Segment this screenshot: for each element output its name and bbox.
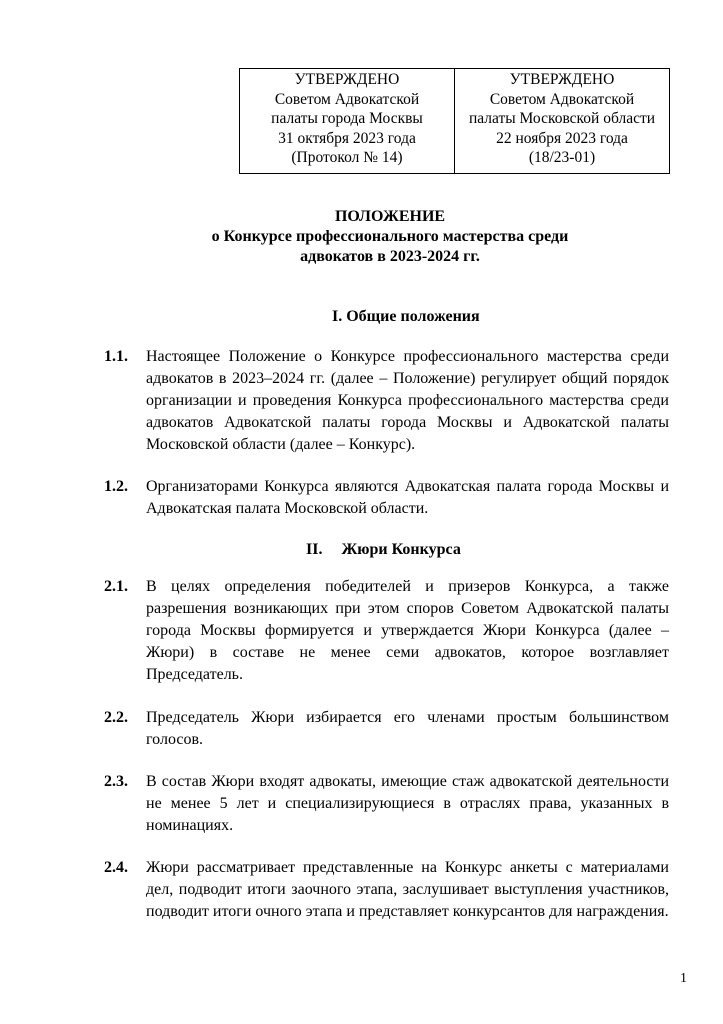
clause-1-1 bbox=[104, 346, 669, 456]
clause-number: 2.2. bbox=[104, 709, 128, 726]
clause-2-1 bbox=[104, 576, 669, 686]
page-number: 1 bbox=[680, 971, 687, 986]
clause-number: 2.3. bbox=[104, 773, 128, 790]
approval-line: (18/23-01) bbox=[528, 149, 596, 166]
clause-number: 1.1. bbox=[104, 348, 128, 365]
clause-2-4 bbox=[104, 857, 669, 923]
section-heading-jury bbox=[306, 540, 461, 560]
document-title-line: ПОЛОЖЕНИЕ bbox=[334, 208, 446, 225]
clause-2-2 bbox=[104, 707, 669, 751]
section-numeral: II. bbox=[306, 541, 323, 558]
approval-line: палаты Московской области bbox=[468, 110, 656, 127]
approval-line: Советом Адвокатской bbox=[274, 90, 420, 108]
document-title-line: о Конкурсе профессионального мастерства среди bbox=[211, 228, 569, 245]
section-title-text: Жюри Конкурса bbox=[341, 541, 461, 558]
approval-line: УТВЕРЖДЕНО bbox=[294, 71, 400, 88]
approval-cell-moscow bbox=[240, 69, 454, 173]
clause-number: 2.1. bbox=[104, 578, 128, 595]
approval-line: Советом Адвокатской bbox=[489, 90, 635, 108]
approval-line: 22 ноября 2023 года bbox=[496, 129, 628, 147]
approval-line: (Протокол № 14) bbox=[291, 149, 403, 166]
approval-line: УТВЕРЖДЕНО bbox=[509, 71, 615, 88]
clause-text: Председатель Жюри избирается его членами простым большинством голосов. bbox=[146, 709, 669, 748]
approval-cell-moscow-region bbox=[454, 69, 669, 173]
approval-stamp-table bbox=[239, 68, 670, 174]
approval-line: палаты города Москвы bbox=[271, 110, 423, 127]
clause-text: Жюри рассматривает представленные на Конкурс анкеты с материалами дел, подводит итоги заочного этапа, заслушивает выступления участников, подводит итоги очного этапа и представляет конкурсантов для награждения. bbox=[146, 859, 669, 920]
clause-text: В целях определения победителей и призеров Конкурса, а также разрешения возникающих при этом споров Советом Адвокатской палаты города Москвы формируется и утверждается Жюри Конкурса (далее – Жюри) в составе не менее семи адвокатов, которое возглавляет Председатель. bbox=[146, 578, 669, 683]
clause-number: 1.2. bbox=[104, 478, 128, 495]
section-heading-general: I. Общие положения bbox=[332, 308, 480, 325]
document-title-line: адвокатов в 2023-2024 гг. bbox=[300, 248, 480, 265]
clause-2-3 bbox=[104, 771, 669, 837]
clause-number: 2.4. bbox=[104, 859, 128, 876]
clause-1-2 bbox=[104, 476, 669, 520]
clause-text: Организаторами Конкурса являются Адвокатская палата города Москвы и Адвокатская палата Московской области. bbox=[146, 478, 669, 517]
clause-text: Настоящее Положение о Конкурсе профессионального мастерства среди адвокатов в 2023–2024 гг. (далее – Положение) регулирует общий порядок организации и проведения Конкурса профессионального мастерства среди адвокатов Адвокатской палаты города Москвы и Адвокатской палаты Московской области (далее – Конкурс). bbox=[146, 348, 669, 453]
document-title bbox=[0, 207, 723, 267]
approval-line: 31 октября 2023 года bbox=[278, 129, 416, 147]
clause-text: В состав Жюри входят адвокаты, имеющие стаж адвокатской деятельности не менее 5 лет и специализирующиеся в отраслях права, указанных в номинациях. bbox=[146, 773, 669, 834]
